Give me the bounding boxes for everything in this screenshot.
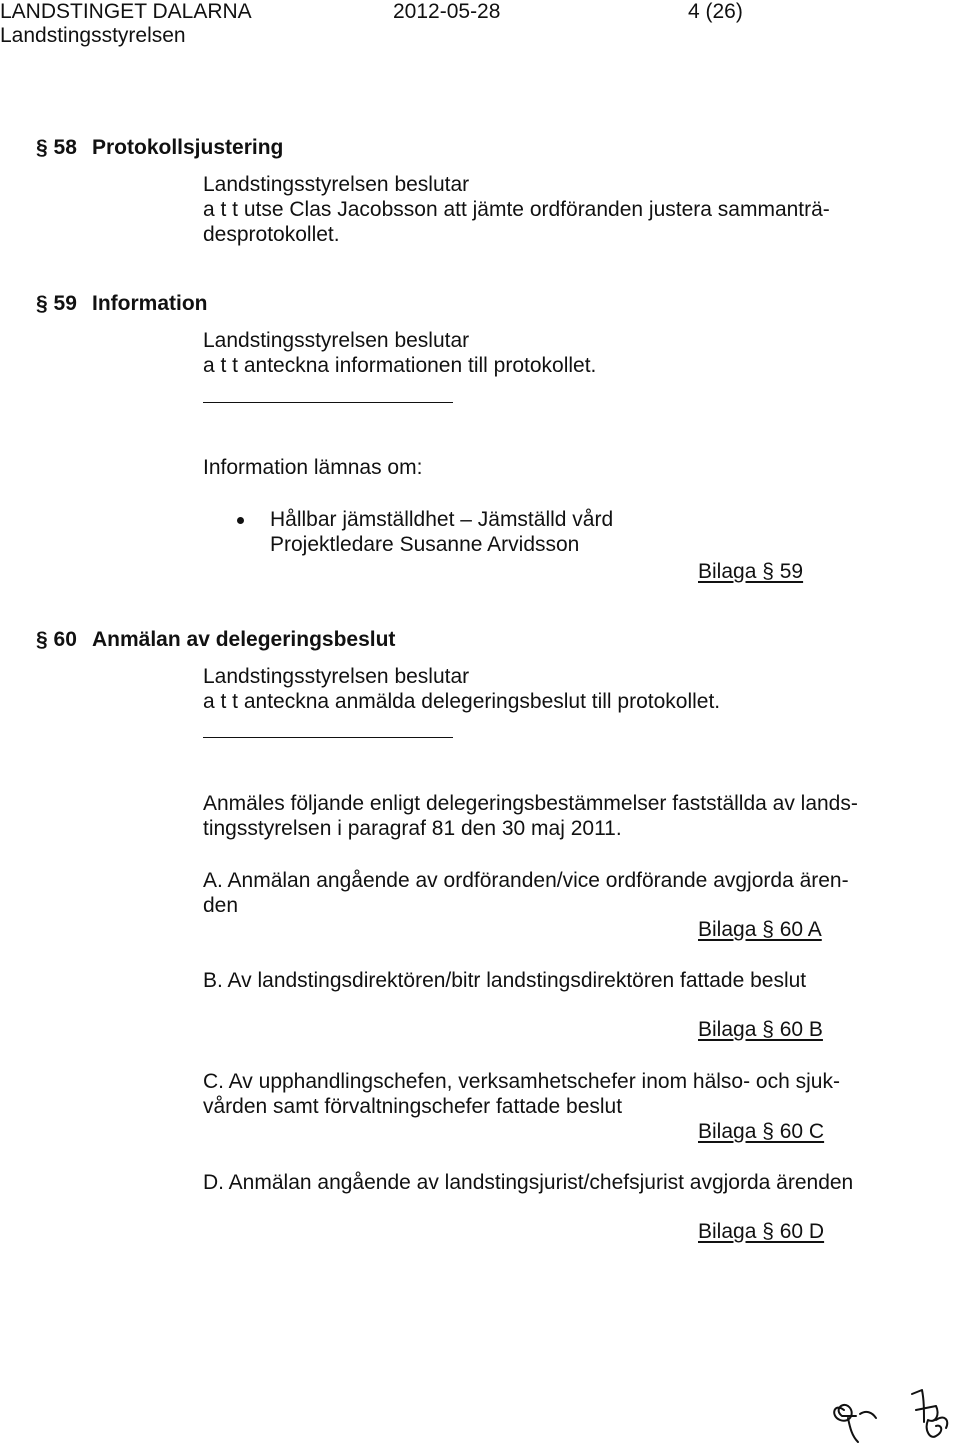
item-b: B. Av landstingsdirektören/bitr landstingsdirektören fattade beslut [203,969,807,992]
section-59-title: Information [92,292,208,315]
section-58-text-line-2: desprotokollet. [203,223,340,246]
handwritten-initials-signature [820,1380,960,1447]
section-60-decision-line: Landstingsstyrelsen beslutar [203,665,470,688]
item-c-line-2: vården samt förvaltningschefer fattade beslut [203,1095,623,1118]
section-58-text-line-1: a t t utse Clas Jacobsson att jämte ordföranden justera sammanträ- [203,198,830,221]
section-60-intro-line-2: tingsstyrelsen i paragraf 81 den 30 maj 2011. [203,817,622,840]
page-number: 4 (26) [688,0,743,23]
section-58-title: Protokollsjustering [92,136,284,159]
section-58-decision-line: Landstingsstyrelsen beslutar [203,173,470,196]
attachment-link-60a[interactable]: Bilaga § 60 A [698,918,822,941]
attachment-link-59[interactable]: Bilaga § 59 [698,560,804,583]
section-60-text: a t t anteckna anmälda delegeringsbeslut till protokollet. [203,690,721,713]
section-60-intro-line-1: Anmäles följande enligt delegeringsbestämmelser fastställda av lands- [203,792,858,815]
section-59-decision-line: Landstingsstyrelsen beslutar [203,329,470,352]
section-60-number: § 60 [36,628,77,651]
attachment-link-60b[interactable]: Bilaga § 60 B [698,1018,823,1041]
board-name: Landstingsstyrelsen [0,24,186,47]
section-59-item-line-1: Hållbar jämställdhet – Jämställd vård [270,508,614,531]
item-a-line-1: A. Anmälan angående av ordföranden/vice ordförande avgjorda ären- [203,869,849,892]
section-59-info-intro: Information lämnas om: [203,456,423,479]
organization-name: LANDSTINGET DALARNA [0,0,252,23]
section-59-item-line-2: Projektledare Susanne Arvidsson [270,533,580,556]
section-59-divider [203,402,453,403]
section-59-number: § 59 [36,292,77,315]
document-date: 2012-05-28 [393,0,501,23]
section-58-number: § 58 [36,136,77,159]
item-a-line-2: den [203,894,239,917]
section-59-text: a t t anteckna informationen till protokollet. [203,354,597,377]
bullet-icon [237,517,244,524]
item-d: D. Anmälan angående av landstingsjurist/chefsjurist avgjorda ärenden [203,1171,854,1194]
section-60-title: Anmälan av delegeringsbeslut [92,628,396,651]
attachment-link-60d[interactable]: Bilaga § 60 D [698,1220,825,1243]
attachment-link-60c[interactable]: Bilaga § 60 C [698,1120,825,1143]
item-c-line-1: C. Av upphandlingschefen, verksamhetschefer inom hälso- och sjuk- [203,1070,840,1093]
section-60-divider [203,737,453,738]
